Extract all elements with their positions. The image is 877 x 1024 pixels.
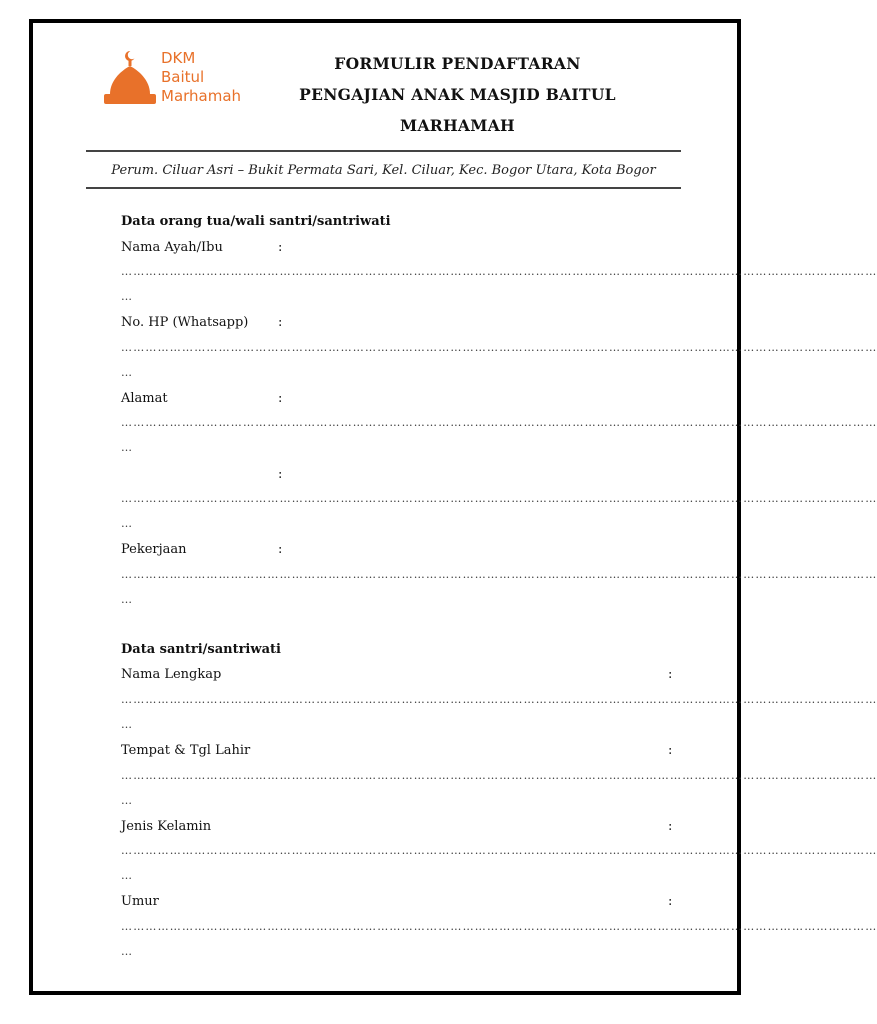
fill-line-alamat[interactable]: ……………………………………………………………………………………………………………………………………………………………………	[121, 416, 877, 429]
fill-line-nama-ayah-ibu[interactable]: ……………………………………………………………………………………………………………………………………………………………………	[121, 265, 877, 278]
field-label-jenis-kelamin: Jenis Kelamin	[121, 819, 212, 834]
fill-line-cont: …	[121, 945, 134, 958]
logo-line-baitul: Baitul	[161, 68, 205, 86]
fill-line-cont: …	[121, 593, 134, 606]
form-title-line2: PENGAJIAN ANAK MASJID BAITUL	[299, 85, 616, 104]
field-label-alamat: Alamat	[121, 391, 168, 406]
header-rule-bottom	[86, 187, 681, 189]
header-rule-top	[86, 150, 681, 152]
field-label-tempat-tgl-lahir: Tempat & Tgl Lahir	[121, 743, 251, 758]
fill-line-jenis-kelamin[interactable]: ……………………………………………………………………………………………………………………………………………………………………	[121, 844, 877, 857]
fill-line-cont: …	[121, 290, 134, 303]
fill-line-pekerjaan[interactable]: ……………………………………………………………………………………………………………………………………………………………………	[121, 568, 877, 581]
section-parent-title: Data orang tua/wali santri/santriwati	[121, 214, 391, 229]
fill-line-umur[interactable]: ……………………………………………………………………………………………………………………………………………………………………	[121, 920, 877, 933]
field-colon: :	[278, 240, 283, 255]
section-student-title: Data santri/santriwati	[121, 642, 281, 657]
logo-line-dkm: DKM	[161, 49, 196, 67]
field-colon: :	[278, 467, 283, 482]
field-colon: :	[278, 315, 283, 330]
field-label-nama-lengkap: Nama Lengkap	[121, 667, 222, 682]
field-label-pekerjaan: Pekerjaan	[121, 542, 187, 557]
logo-text	[161, 49, 241, 106]
field-colon: :	[278, 391, 283, 406]
field-colon: :	[668, 819, 673, 834]
fill-line-no-hp[interactable]: ……………………………………………………………………………………………………………………………………………………………………	[121, 341, 877, 354]
fill-line-cont: …	[121, 366, 134, 379]
form-title-line1: FORMULIR PENDAFTARAN	[334, 54, 581, 73]
field-colon: :	[668, 894, 673, 909]
fill-line-tempat-tgl-lahir[interactable]: ……………………………………………………………………………………………………………………………………………………………………	[121, 769, 877, 782]
address: Perum. Ciluar Asri – Bukit Permata Sari, Kel. Ciluar, Kec. Bogor Utara, Kota Bogor	[111, 163, 656, 178]
fill-line-cont: …	[121, 869, 134, 882]
form-title-line3: MARHAMAH	[400, 116, 515, 135]
field-colon: :	[668, 667, 673, 682]
logo-line-marhamah: Marhamah	[161, 87, 242, 105]
field-label-no-hp: No. HP (Whatsapp)	[121, 315, 249, 330]
fill-line-alamat-2[interactable]: ……………………………………………………………………………………………………………………………………………………………………	[121, 492, 877, 505]
fill-line-nama-lengkap[interactable]: ……………………………………………………………………………………………………………………………………………………………………	[121, 693, 877, 706]
field-label-nama-ayah-ibu: Nama Ayah/Ibu	[121, 240, 223, 255]
fill-line-cont: …	[121, 517, 134, 530]
fill-line-cont: …	[121, 794, 134, 807]
field-colon: :	[278, 542, 283, 557]
fill-line-cont: …	[121, 441, 134, 454]
mosque-icon	[104, 50, 160, 108]
field-label-umur: Umur	[121, 894, 159, 909]
field-colon: :	[668, 743, 673, 758]
fill-line-cont: …	[121, 718, 134, 731]
